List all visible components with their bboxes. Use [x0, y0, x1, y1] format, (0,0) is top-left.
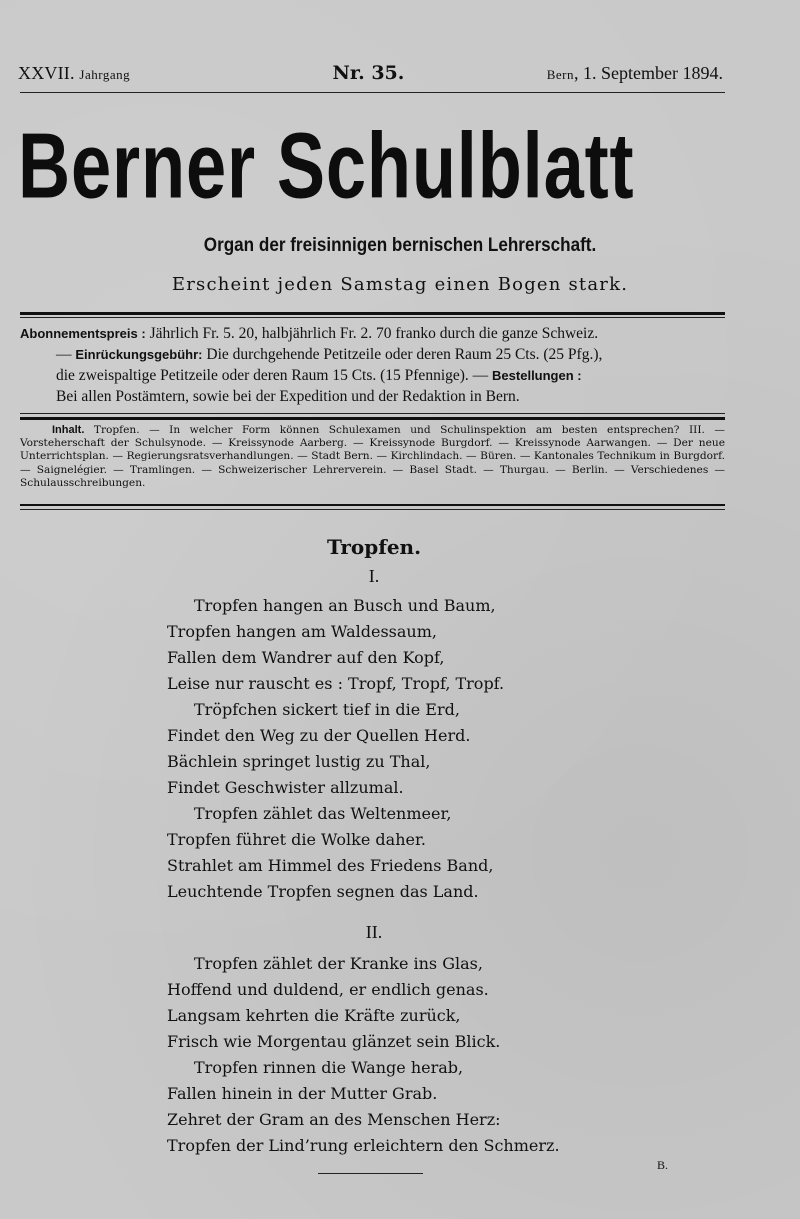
- volume-word: Jahrgang: [79, 67, 131, 82]
- poem-section-2: [167, 951, 667, 1159]
- section-number: II.: [365, 922, 383, 942]
- subscription-line-4: [20, 386, 730, 407]
- advert-fee-label: Einrückungsgebühr:: [75, 347, 203, 362]
- poem-section-1: [167, 593, 667, 905]
- poem-line: Tropfen zählet der Kranke ins Glas,: [194, 954, 483, 973]
- subscription-line-2: [20, 344, 730, 365]
- issue-date: [547, 63, 723, 84]
- dash: —: [56, 346, 76, 363]
- subscription-line-3: [20, 365, 730, 386]
- poem-line: Strahlet am Himmel des Friedens Band,: [167, 856, 494, 875]
- subscription-info: [20, 323, 730, 407]
- section-number: I.: [368, 566, 380, 586]
- subscription-price-text: Jährlich Fr. 5. 20, halbjährlich Fr. 2. 70 franko durch die ganze Schweiz.: [145, 325, 599, 342]
- masthead-info-line: [18, 62, 723, 84]
- issue-place: Bern: [546, 67, 575, 82]
- poem-line: Fallen dem Wandrer auf den Kopf,: [167, 648, 445, 667]
- advert-fee-text: Die durchgehende Petitzeile oder deren Raum 25 Cts. (25 Pfg.),: [202, 346, 603, 363]
- contents-label: Inhalt.: [52, 424, 85, 436]
- poem-title: Tropfen.: [326, 535, 422, 559]
- subscription-line-1: [20, 323, 730, 344]
- issue-date-text: , 1. September 1894.: [574, 63, 723, 83]
- article-end-rule: [318, 1173, 423, 1174]
- poem-line: Tropfen hangen am Waldessaum,: [167, 622, 437, 641]
- volume-roman: XXVII.: [18, 63, 75, 83]
- poem-line: Findet den Weg zu der Quellen Herd.: [167, 726, 471, 745]
- issue-number: Nr. 35.: [332, 62, 405, 84]
- poem-line: Tropfen führet die Wolke daher.: [167, 830, 426, 849]
- poem-line: Bächlein springet lustig zu Thal,: [167, 752, 431, 771]
- contents-rule-top: [20, 417, 725, 420]
- poem-line: Frisch wie Morgentau glänzet sein Blick.: [167, 1032, 501, 1051]
- poem-line: Langsam kehrten die Kräfte zurück,: [167, 1006, 461, 1025]
- poem-line: Fallen hinein in der Mutter Grab.: [167, 1084, 438, 1103]
- poem-line: Tröpfchen sickert tief in die Erd,: [194, 700, 460, 719]
- publication-note: Erscheint jeden Samstag einen Bogen stark.: [171, 274, 629, 295]
- newspaper-title: Berner Schulblatt: [18, 114, 635, 218]
- contents-rule-bottom: [20, 504, 725, 506]
- orders-text: Bei allen Postämtern, sowie bei der Expedition und der Redaktion in Bern.: [56, 388, 520, 405]
- author-signature: B.: [657, 1158, 669, 1172]
- contents-rule-top-thin: [20, 413, 725, 414]
- poem-line: Tropfen der Lind’rung erleichtern den Schmerz.: [167, 1136, 560, 1155]
- poem-line: Hoffend und duldend, er endlich genas.: [167, 980, 489, 999]
- poem-line: Tropfen rinnen die Wange herab,: [194, 1058, 464, 1077]
- poem-line: Zehret der Gram an des Menschen Herz:: [167, 1110, 501, 1129]
- subscription-price-label: Abonnementspreis :: [20, 326, 146, 341]
- table-of-contents: [20, 424, 725, 490]
- contents-text: Tropfen. — In welcher Form können Schulexamen und Schulinspektion am besten entsprechen? III. — Vorsteherschaft der Schulsynode. — Kreissynode Aarberg. — Kreissynode Burgdorf. — Kreissynode Aarwangen. — Der neue Unterrichtsplan. — Regierungsratsverhandlungen. — Stadt Bern. — Kirchlindach. — Büren. — Kantonales Technikum in Burgdorf. — Saignelégier. — Tramlingen. — Schweizerischer Lehrerverein. — Basel Stadt. — Thurgau. — Berlin. — Verschiedenes — Schulausschreibungen.: [20, 424, 725, 489]
- header-rule: [20, 92, 725, 93]
- poem-line: Tropfen hangen an Busch und Baum,: [194, 596, 496, 615]
- contents-rule-bottom-thin: [20, 509, 725, 510]
- advert-fee-text-2: die zweispaltige Petitzeile oder deren Raum 15 Cts. (15 Pfennige). —: [56, 367, 493, 384]
- poem-line: Tropfen zählet das Weltenmeer,: [194, 804, 452, 823]
- poem-line: Leise nur rauscht es : Tropf, Tropf, Tropf.: [167, 674, 505, 693]
- volume-label: [18, 63, 130, 84]
- subscription-rule-top-thin: [20, 317, 725, 318]
- poem-line: Leuchtende Tropfen segnen das Land.: [167, 882, 479, 901]
- subscription-rule-top: [20, 312, 725, 315]
- orders-label: Bestellungen :: [492, 368, 582, 383]
- newspaper-subtitle: Organ der freisinnigen bernischen Lehrerschaft.: [203, 235, 597, 256]
- poem-line: Findet Geschwister allzumal.: [167, 778, 404, 797]
